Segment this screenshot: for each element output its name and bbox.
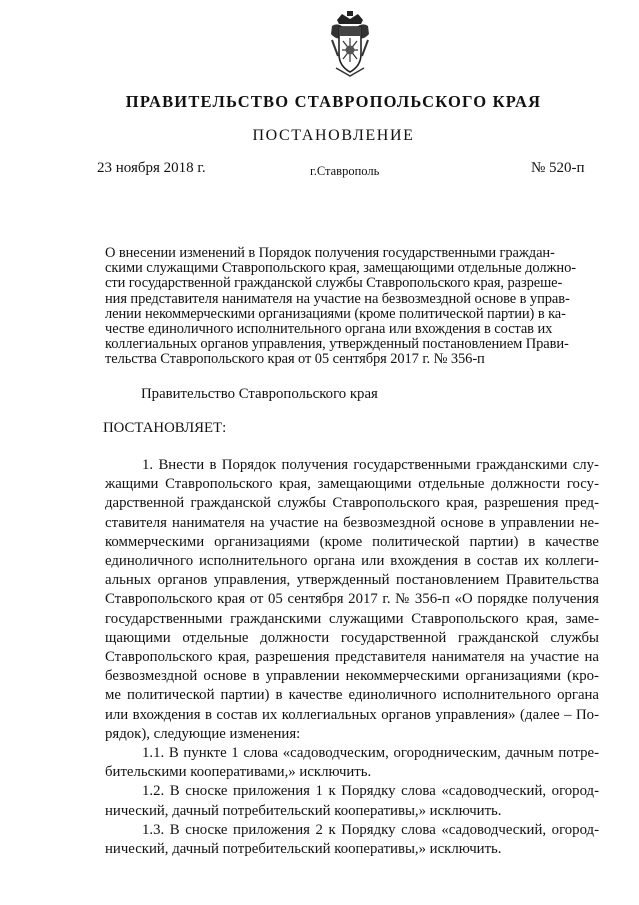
body-line: государственными гражданскими служащими Ставропольского края, заме-	[105, 610, 599, 627]
title-line: тельства Ставропольского края от 05 сентября 2017 г. № 356-п	[105, 351, 485, 368]
coat-of-arms-stavropol-icon	[328, 10, 372, 80]
body-line: дарственной гражданской службы Ставропольского края, разрешения пред-	[105, 495, 599, 512]
body-line: щающими отдельные должности государственной гражданской службы	[105, 629, 599, 646]
title-line: сти государственной гражданской службы Ставропольского края, разреше-	[105, 275, 563, 292]
body-line: 1.3. В сноске приложения 2 к Порядку слова «садоводческий, огород-	[142, 821, 599, 838]
body-line: коммерческими организациями (кроме политической партии) в качестве	[105, 533, 599, 550]
body-line: 1.1. В пункте 1 слова «садоводческим, огородническим, дачным потре-	[142, 745, 599, 762]
body-line: безвозмездной основе в управлении некоммерческими организациями (кро-	[105, 668, 599, 685]
body-line: ме политической партии) в качестве единоличного исполнительного органа	[105, 687, 599, 704]
body-line: бительскими кооперативами,» исключить.	[105, 764, 372, 781]
body-line: нический, дачный потребительский кооперативы,» исключить.	[105, 802, 502, 819]
document-body	[105, 456, 599, 859]
document-title	[105, 246, 593, 368]
authority-name: ПРАВИТЕЛЬСТВО СТАВРОПОЛЬСКОГО КРАЯ	[125, 92, 542, 111]
preamble-government: Правительство Ставропольского края	[141, 386, 378, 402]
document-type: ПОСТАНОВЛЕНИЕ	[252, 127, 415, 144]
body-line: нический, дачный потребительский кооперативы,» исключить.	[105, 841, 502, 858]
body-line: 1.2. В сноске приложения 1 к Порядку слова «садоводческий, огород-	[142, 783, 599, 800]
document-city: г.Ставрополь	[310, 164, 380, 178]
title-line: лении некоммерческими организациями (кроме политической партии) в ка-	[105, 305, 566, 322]
body-line: 1. Внести в Порядок получения государственными гражданскими слу-	[142, 457, 599, 473]
body-line: жащими Ставропольского края, замещающими отдельные должности госу-	[105, 476, 599, 493]
title-line: коллегиальных органов управления, утвержденный постановлением Прави-	[105, 336, 569, 353]
body-line: или вхождения в состав их коллегиальных органов управления» (далее – По-	[105, 706, 599, 723]
body-line: рядок), следующие изменения:	[105, 725, 301, 742]
document-number: № 520-п	[531, 160, 585, 176]
body-line: Ставропольского края, разрешения представителя нанимателя на участие на	[105, 649, 599, 666]
body-line: единоличного исполнительного органа или вхождения в состав их коллеги-	[105, 553, 599, 570]
body-line: ставителя нанимателя на участие на безвозмездной основе в управлении не-	[105, 514, 599, 531]
title-line: О внесении изменений в Порядок получения государственными граждан-	[105, 245, 555, 261]
preamble-decrees: ПОСТАНОВЛЯЕТ:	[103, 420, 227, 436]
body-line: Ставропольского края от 05 сентября 2017 г. № 356-п «О порядке получения	[105, 591, 599, 608]
title-line: скими служащими Ставропольского края, замещающими отдельные должно-	[105, 260, 576, 277]
title-line: честве единоличного исполнительного органа или вхождения в состав их	[105, 321, 553, 338]
title-line: ния представителя нанимателя на участие на безвозмездной основе в управ-	[105, 290, 570, 307]
body-line: альных органов управления, утвержденный постановлением Правительства	[105, 572, 599, 589]
document-date: 23 ноября 2018 г.	[97, 160, 206, 176]
